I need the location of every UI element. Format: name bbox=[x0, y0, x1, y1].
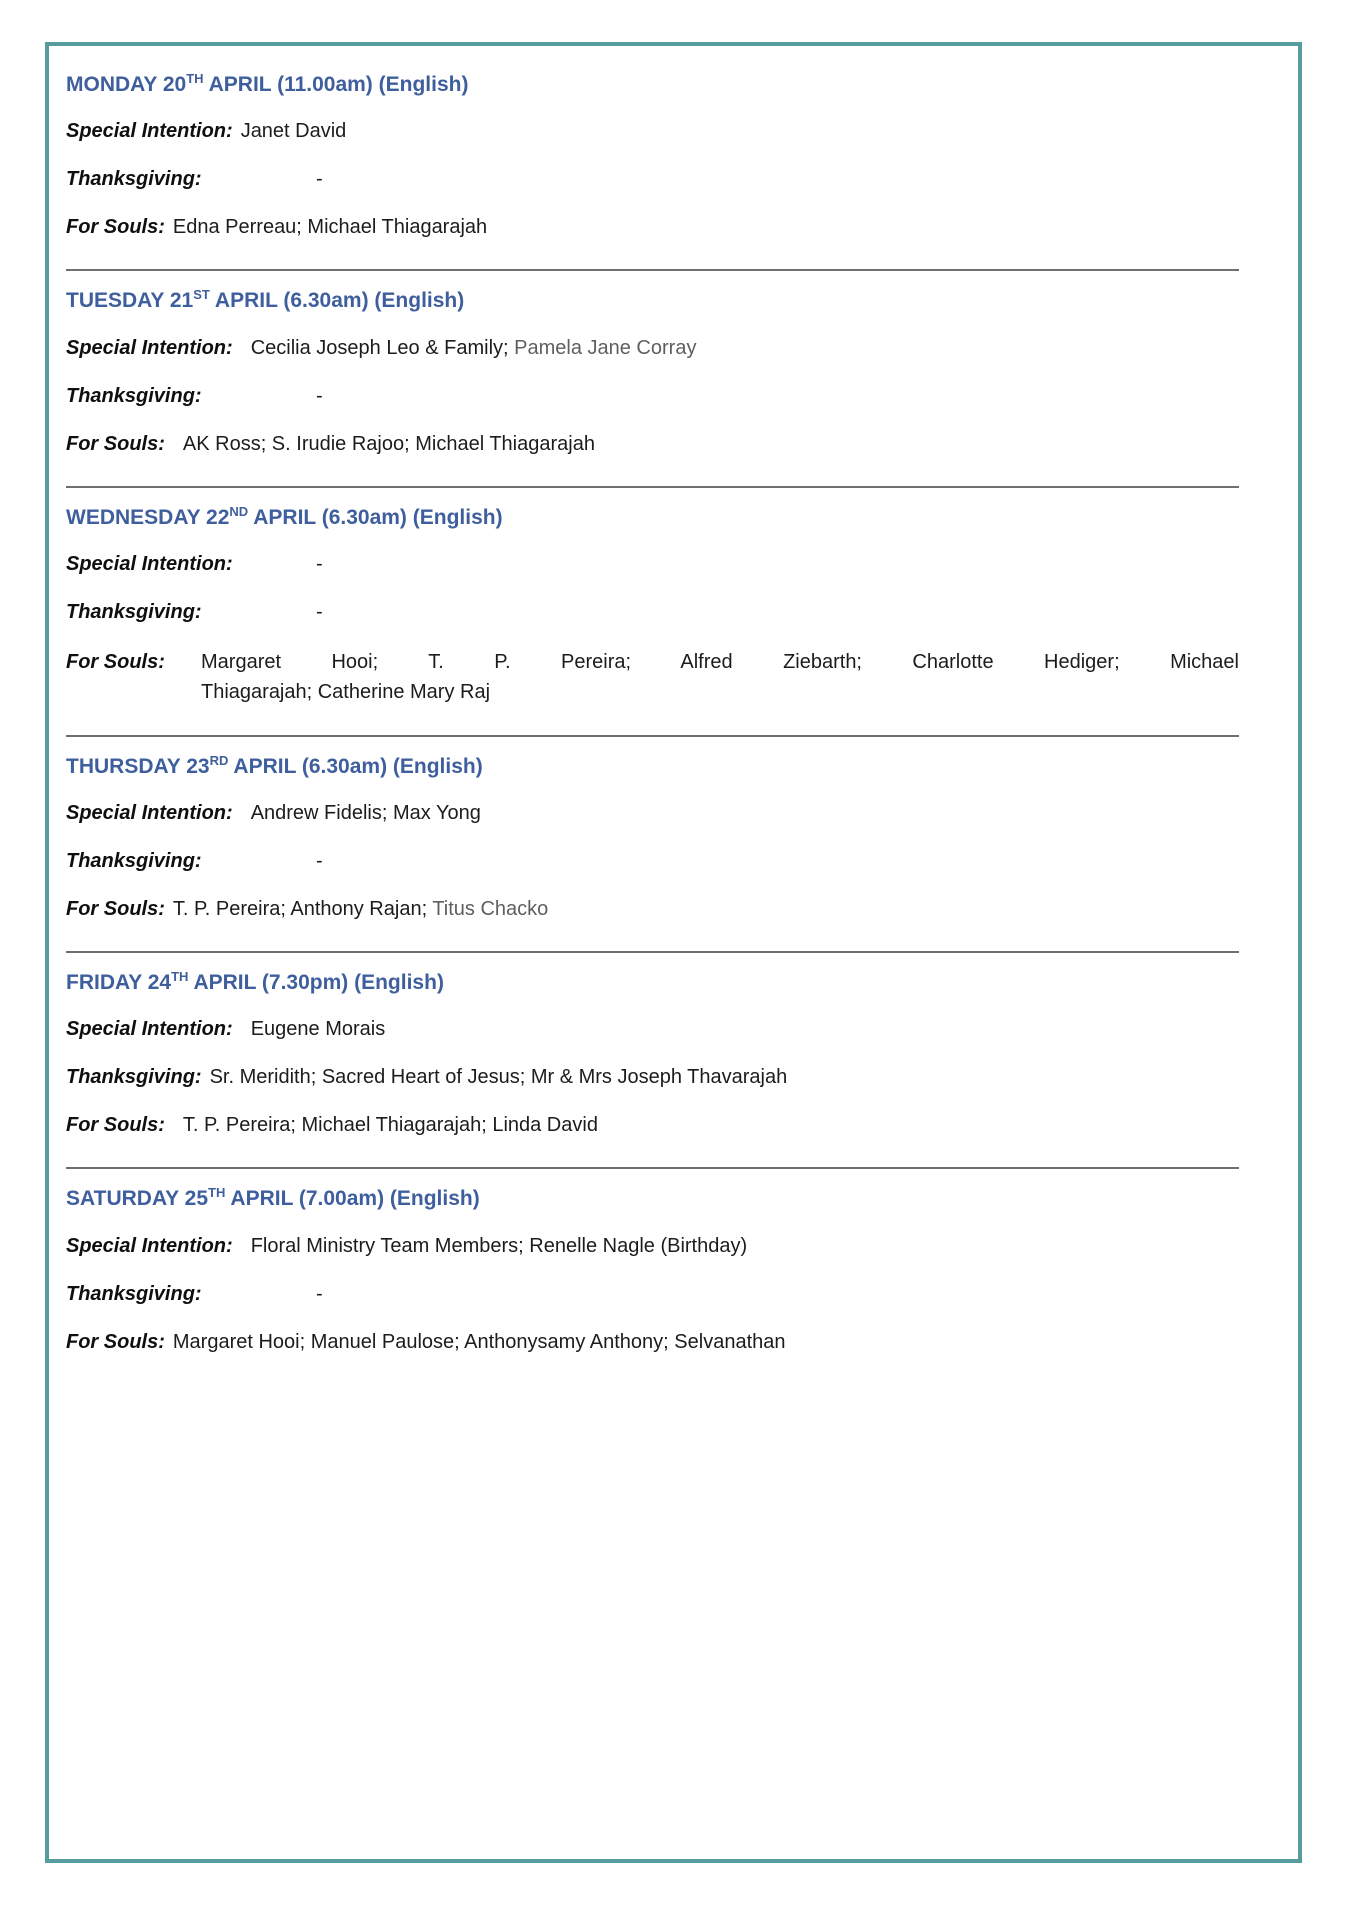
thanksgiving-row bbox=[66, 1064, 1239, 1091]
row-value: Margaret Hooi; Manuel Paulose; Anthonysamy Anthony; Selvanathan bbox=[172, 1330, 786, 1353]
heading-text: APRIL (7.30pm) (English) bbox=[188, 971, 444, 995]
row-value-muted: Titus Chacko bbox=[432, 898, 549, 921]
mass-section-tuesday bbox=[66, 287, 1239, 457]
heading-text: FRIDAY 24 bbox=[66, 971, 172, 995]
row-value: Eugene Morais bbox=[250, 1018, 386, 1041]
row-label: Special Intention: bbox=[66, 336, 233, 359]
row-value: Sr. Meridith; Sacred Heart of Jesus; Mr & Mrs Joseph Thavarajah bbox=[209, 1066, 788, 1089]
heading-ordinal: ST bbox=[193, 287, 210, 303]
section-separator bbox=[66, 1167, 1239, 1169]
thanksgiving-row bbox=[66, 166, 1239, 193]
section-heading bbox=[66, 287, 1239, 314]
row-value-muted: Pamela Jane Corray bbox=[514, 336, 697, 359]
special-intention-row bbox=[66, 1233, 1239, 1260]
row-label: Thanksgiving: bbox=[66, 850, 202, 873]
row-label: Thanksgiving: bbox=[66, 384, 202, 407]
row-label: For Souls: bbox=[66, 898, 165, 921]
heading-ordinal: TH bbox=[208, 1185, 226, 1201]
section-heading bbox=[66, 969, 1239, 996]
row-value: - bbox=[316, 384, 323, 407]
heading-text: SATURDAY 25 bbox=[66, 1187, 208, 1211]
thanksgiving-row bbox=[66, 383, 1239, 410]
heading-text: APRIL (6.30am) (English) bbox=[248, 505, 503, 529]
section-separator bbox=[66, 269, 1239, 271]
heading-text: APRIL (6.30am) (English) bbox=[228, 754, 483, 778]
row-value: Janet David bbox=[240, 120, 347, 143]
row-value: - bbox=[316, 1282, 323, 1305]
mass-section-wednesday bbox=[66, 504, 1239, 707]
row-value: - bbox=[316, 552, 323, 575]
row-value: - bbox=[316, 850, 323, 873]
row-value: AK Ross; S. Irudie Rajoo; Michael Thiagarajah bbox=[182, 432, 595, 455]
row-label: For Souls: bbox=[66, 650, 165, 673]
row-value: Andrew Fidelis; Max Yong bbox=[250, 802, 481, 825]
mass-intentions-list bbox=[66, 71, 1239, 1356]
heading-text: APRIL (7.00am) (English) bbox=[225, 1187, 480, 1211]
row-value: - bbox=[316, 168, 323, 191]
heading-text: APRIL (6.30am) (English) bbox=[209, 289, 465, 313]
section-separator bbox=[66, 735, 1239, 737]
row-label: Special Intention: bbox=[66, 552, 233, 575]
row-label: For Souls: bbox=[66, 1330, 165, 1353]
row-label: Thanksgiving: bbox=[66, 1066, 202, 1089]
section-separator bbox=[66, 951, 1239, 953]
section-heading bbox=[66, 753, 1239, 780]
row-value-line1: Margaret Hooi; T. P. Pereira; Alfred Ziebarth; Charlotte Hediger; Michael bbox=[201, 650, 1239, 673]
section-heading bbox=[66, 1185, 1239, 1212]
row-value bbox=[173, 898, 548, 920]
for-souls-row bbox=[66, 214, 1239, 241]
section-heading bbox=[66, 504, 1239, 531]
special-intention-row bbox=[66, 1016, 1239, 1043]
heading-ordinal: RD bbox=[209, 752, 229, 768]
mass-section-friday bbox=[66, 969, 1239, 1139]
section-separator bbox=[66, 486, 1239, 488]
heading-ordinal: TH bbox=[171, 969, 189, 985]
row-label: Special Intention: bbox=[66, 1234, 233, 1257]
heading-ordinal: TH bbox=[186, 71, 204, 86]
row-label: Thanksgiving: bbox=[66, 1282, 202, 1305]
thanksgiving-row bbox=[66, 1281, 1239, 1308]
row-value-line2: Thiagarajah; Catherine Mary Raj bbox=[201, 680, 491, 703]
row-value-main: Cecilia Joseph Leo & Family; bbox=[250, 336, 515, 359]
row-label: For Souls: bbox=[66, 432, 165, 455]
heading-ordinal: ND bbox=[229, 503, 249, 519]
row-value: T. P. Pereira; Michael Thiagarajah; Linda David bbox=[182, 1114, 598, 1137]
row-label: For Souls: bbox=[66, 216, 165, 239]
special-intention-row bbox=[66, 335, 1239, 362]
row-label: Thanksgiving: bbox=[66, 600, 202, 623]
row-value bbox=[251, 337, 697, 359]
heading-text: MONDAY 20 bbox=[66, 73, 187, 96]
row-value: Edna Perreau; Michael Thiagarajah bbox=[172, 216, 488, 239]
mass-section-thursday bbox=[66, 753, 1239, 923]
row-label: For Souls: bbox=[66, 1114, 165, 1137]
for-souls-row bbox=[66, 1112, 1239, 1139]
for-souls-row bbox=[66, 896, 1239, 923]
heading-text: WEDNESDAY 22 bbox=[66, 505, 230, 529]
mass-section-saturday bbox=[66, 1185, 1239, 1355]
special-intention-row bbox=[66, 800, 1239, 827]
row-value: - bbox=[316, 600, 323, 623]
special-intention-row bbox=[66, 551, 1239, 578]
row-value-main: T. P. Pereira; Anthony Rajan; bbox=[172, 898, 433, 921]
row-label: Special Intention: bbox=[66, 1018, 233, 1041]
row-label: Special Intention: bbox=[66, 120, 233, 143]
section-heading bbox=[66, 71, 1239, 98]
row-label: Special Intention: bbox=[66, 802, 233, 825]
special-intention-row bbox=[66, 118, 1239, 145]
mass-section-monday bbox=[66, 71, 1239, 241]
for-souls-row bbox=[66, 1329, 1239, 1356]
for-souls-row bbox=[66, 431, 1239, 458]
for-souls-row bbox=[66, 647, 1239, 707]
row-value: Floral Ministry Team Members; Renelle Nagle (Birthday) bbox=[250, 1234, 748, 1257]
thanksgiving-row bbox=[66, 599, 1239, 626]
row-label: Thanksgiving: bbox=[66, 168, 202, 191]
heading-text: THURSDAY 23 bbox=[66, 754, 210, 778]
bordered-page bbox=[45, 42, 1302, 1863]
thanksgiving-row bbox=[66, 848, 1239, 875]
row-value bbox=[201, 647, 1239, 707]
heading-text: TUESDAY 21 bbox=[66, 289, 194, 313]
heading-text: APRIL (11.00am) (English) bbox=[203, 73, 469, 96]
